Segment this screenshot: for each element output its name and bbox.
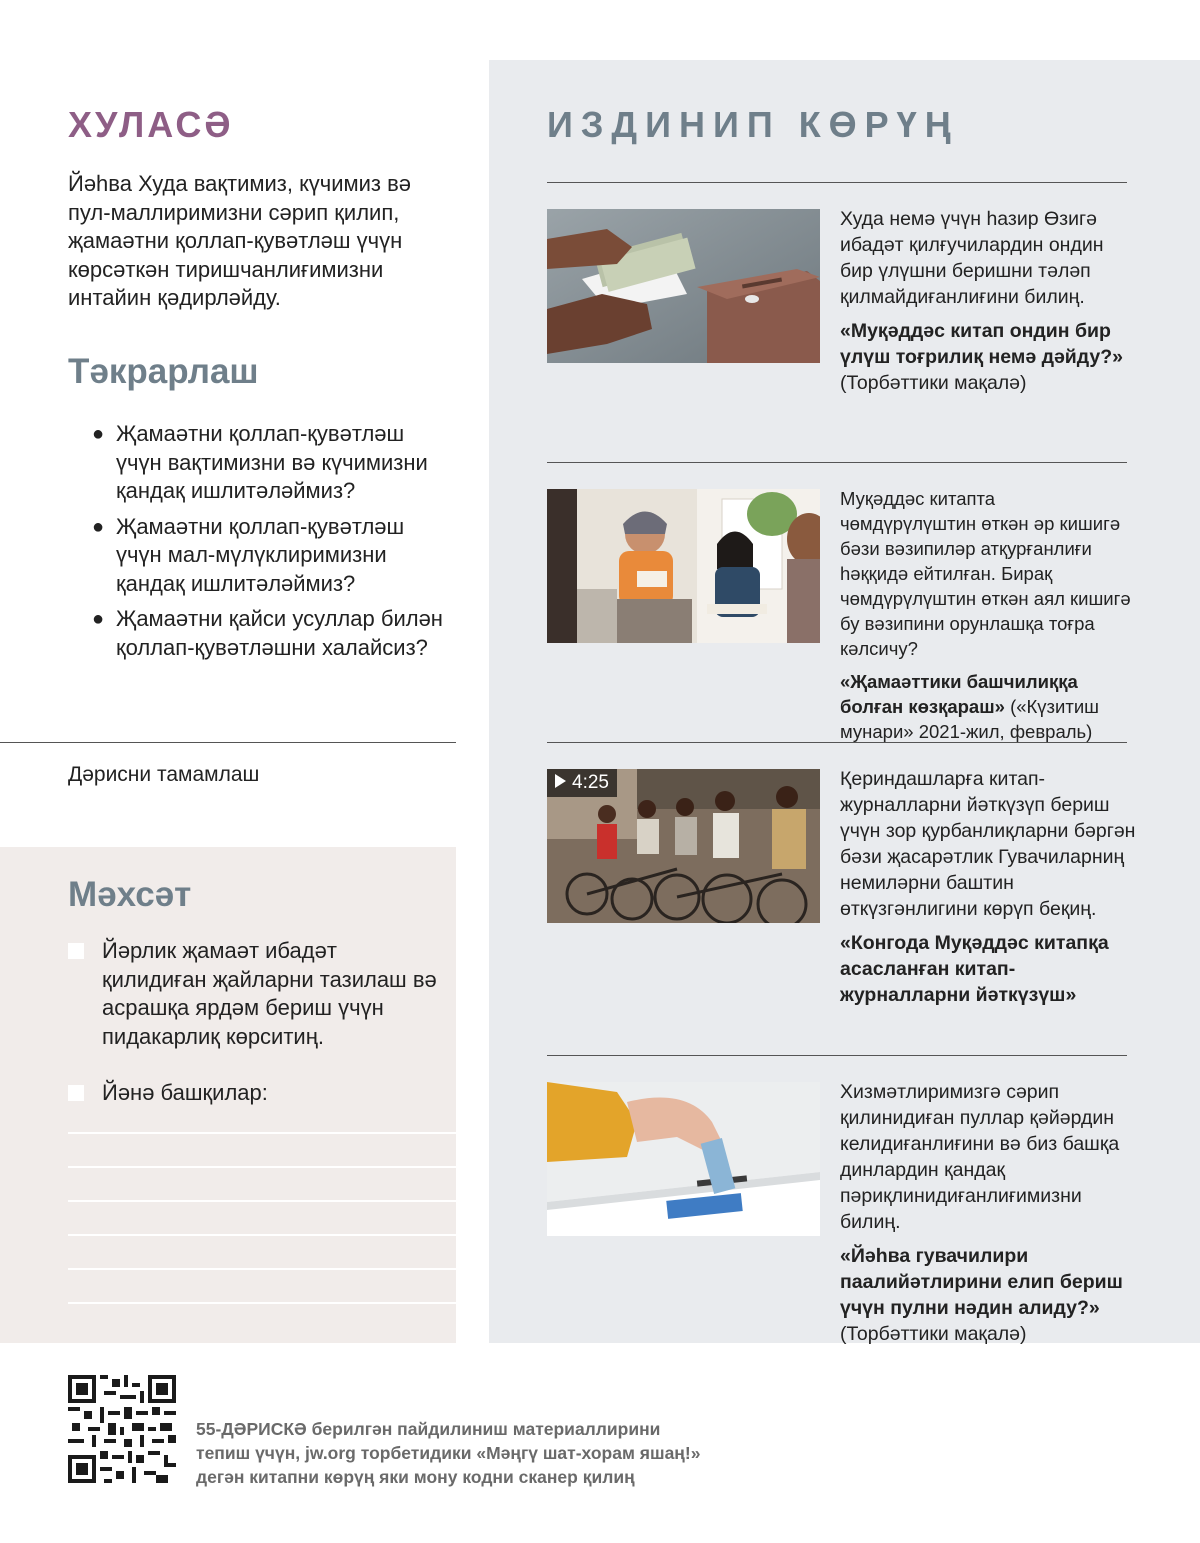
meeting-image[interactable] (547, 489, 820, 643)
goal-checkbox[interactable] (68, 943, 84, 959)
research-link-title[interactable]: «Муқәддәс китап ондин бир үлүш тоғрилиқ немә дәйду?» (840, 320, 1124, 368)
research-item-text (840, 766, 1136, 1008)
research-link[interactable] (840, 1243, 1136, 1347)
footer-text: 55-ДӘРИСКӘ берилгән пайдилиниш материаллирини тепиш үчүн, jw.org торбетидики «Мәңгү шат-хорам яшаң!» дегән китапни көрүң яки мону кодни сканер қилиң (196, 1419, 701, 1487)
summary-text: Йәһва Худа вақтимиз, күчимиз вә пул-маллиримизни сәрип қилип, җамаәтни қоллап-қувәтләш үчүн көрсәткән тиришчанлиғимизни интайин қәдирләйду. (68, 171, 412, 310)
research-description: Худа немә үчүн һазир Өзигә ибадәт қилғучилардин ондин бир үлүшни беришни тәләп қилмайдиғанлиғини билиң. (840, 208, 1104, 308)
review-item (92, 513, 452, 599)
research-divider (547, 1055, 1127, 1056)
goal-item-text: Йәрлик җамаәт ибадәт қилидиған җайларни тазилаш вә асрашқа ярдәм бериш үчүн пидакарлиқ көрситиң. (102, 938, 437, 1049)
bullet-icon: ● (92, 515, 105, 538)
goal-notes-line[interactable] (68, 1200, 456, 1202)
research-link[interactable] (840, 669, 1136, 744)
research-link-title[interactable]: «Җамаәттики башчилиққа болған көзқараш» (840, 671, 1078, 717)
goal-title: Мәхсәт (68, 875, 192, 914)
bullet-icon: ● (92, 423, 105, 445)
qr-code-icon[interactable] (68, 1375, 176, 1483)
contribution-box-image[interactable] (547, 1082, 820, 1236)
research-source-note: (Торбәттики мақалә) (840, 372, 1027, 394)
research-link[interactable] (840, 930, 1136, 1008)
review-list (92, 420, 452, 669)
goal-item (68, 937, 438, 1051)
research-link-title[interactable]: «Конгода Муқәддәс китапқа асасланған китап-журналларни йәткүзүш» (840, 932, 1109, 1006)
goal-item (68, 1079, 438, 1108)
research-link-title[interactable]: «Йәһва гувачилири паалийәтлирини елип бериш үчүн пулни нәдин алиду?» (840, 1245, 1123, 1319)
research-source-note: («Күзитиш мунари» 2021-жил, февраль) (840, 696, 1100, 742)
lesson-end-link[interactable]: Дәрисни тамамлаш (68, 763, 260, 786)
research-title: ИЗДИНИП КӨРҮҢ (547, 104, 959, 145)
bullet-icon: ● (92, 608, 105, 630)
donation-image[interactable] (547, 209, 820, 363)
research-divider (547, 182, 1127, 183)
review-title: Тәкрарлаш (68, 352, 259, 391)
review-item-text: Җамаәтни қайси усуллар билән қоллап-қувәтләшни халайсиз? (116, 606, 443, 660)
research-link[interactable] (840, 318, 1136, 396)
video-duration-badge (547, 769, 617, 797)
video-duration: 4:25 (572, 772, 609, 793)
review-item-text: Җамаәтни қоллап-қувәтләш үчүн мал-мүлүклиримизни қандақ ишлитәләймиз? (116, 513, 405, 596)
research-divider (547, 462, 1127, 463)
research-item-text (840, 486, 1136, 744)
research-divider (547, 742, 1127, 743)
review-item (92, 420, 452, 506)
goal-notes-line[interactable] (68, 1302, 456, 1304)
research-source-note: (Торбәттики мақалә) (840, 1323, 1027, 1345)
play-icon (555, 774, 566, 788)
goal-notes-line[interactable] (68, 1268, 456, 1270)
goal-item-text: Йәнә башқилар: (102, 1080, 268, 1105)
goal-notes-line[interactable] (68, 1234, 456, 1236)
research-description: Муқәддәс китапта чөмдүрүлүштин өткән әр кишигә бәзи вәзипиләр атқурғанлиғи һәққидә ейтилған. Бирақ чөмдүрүлүштин өткән аял кишигә бу вәзипини орунлашқа тоғра кәлсичу? (840, 488, 1131, 659)
left-divider (0, 742, 456, 743)
video-thumbnail[interactable] (547, 769, 820, 923)
goal-notes-line[interactable] (68, 1166, 456, 1168)
research-item-text (840, 206, 1136, 396)
research-description: Хизмәтлиримизгә сәрип қилинидиған пуллар қәйәрдин келидиғанлиғини вә биз башқа динлардин қандақ пәриқлинидиғанлиғимизни билиң. (840, 1081, 1120, 1233)
goal-checkbox[interactable] (68, 1085, 84, 1101)
research-item-text (840, 1079, 1136, 1347)
research-panel (489, 60, 1200, 1343)
summary-title: ХУЛАСӘ (68, 104, 234, 145)
review-item (92, 605, 452, 662)
goal-notes-line[interactable] (68, 1132, 456, 1134)
review-item-text: Җамаәтни қоллап-қувәтләш үчүн вақтимизни вә күчимизни қандақ ишлитәләймиз? (116, 421, 428, 503)
research-description: Қериндашларға китап-журналларни йәткүзүп бериш үчүн зор қурбанлиқларни бәргән бәзи җасарәтлик Гувачиларниң немиләрни баштин өткүзгәнлигини көрүп беқиң. (840, 768, 1136, 920)
goal-box (0, 847, 456, 1343)
